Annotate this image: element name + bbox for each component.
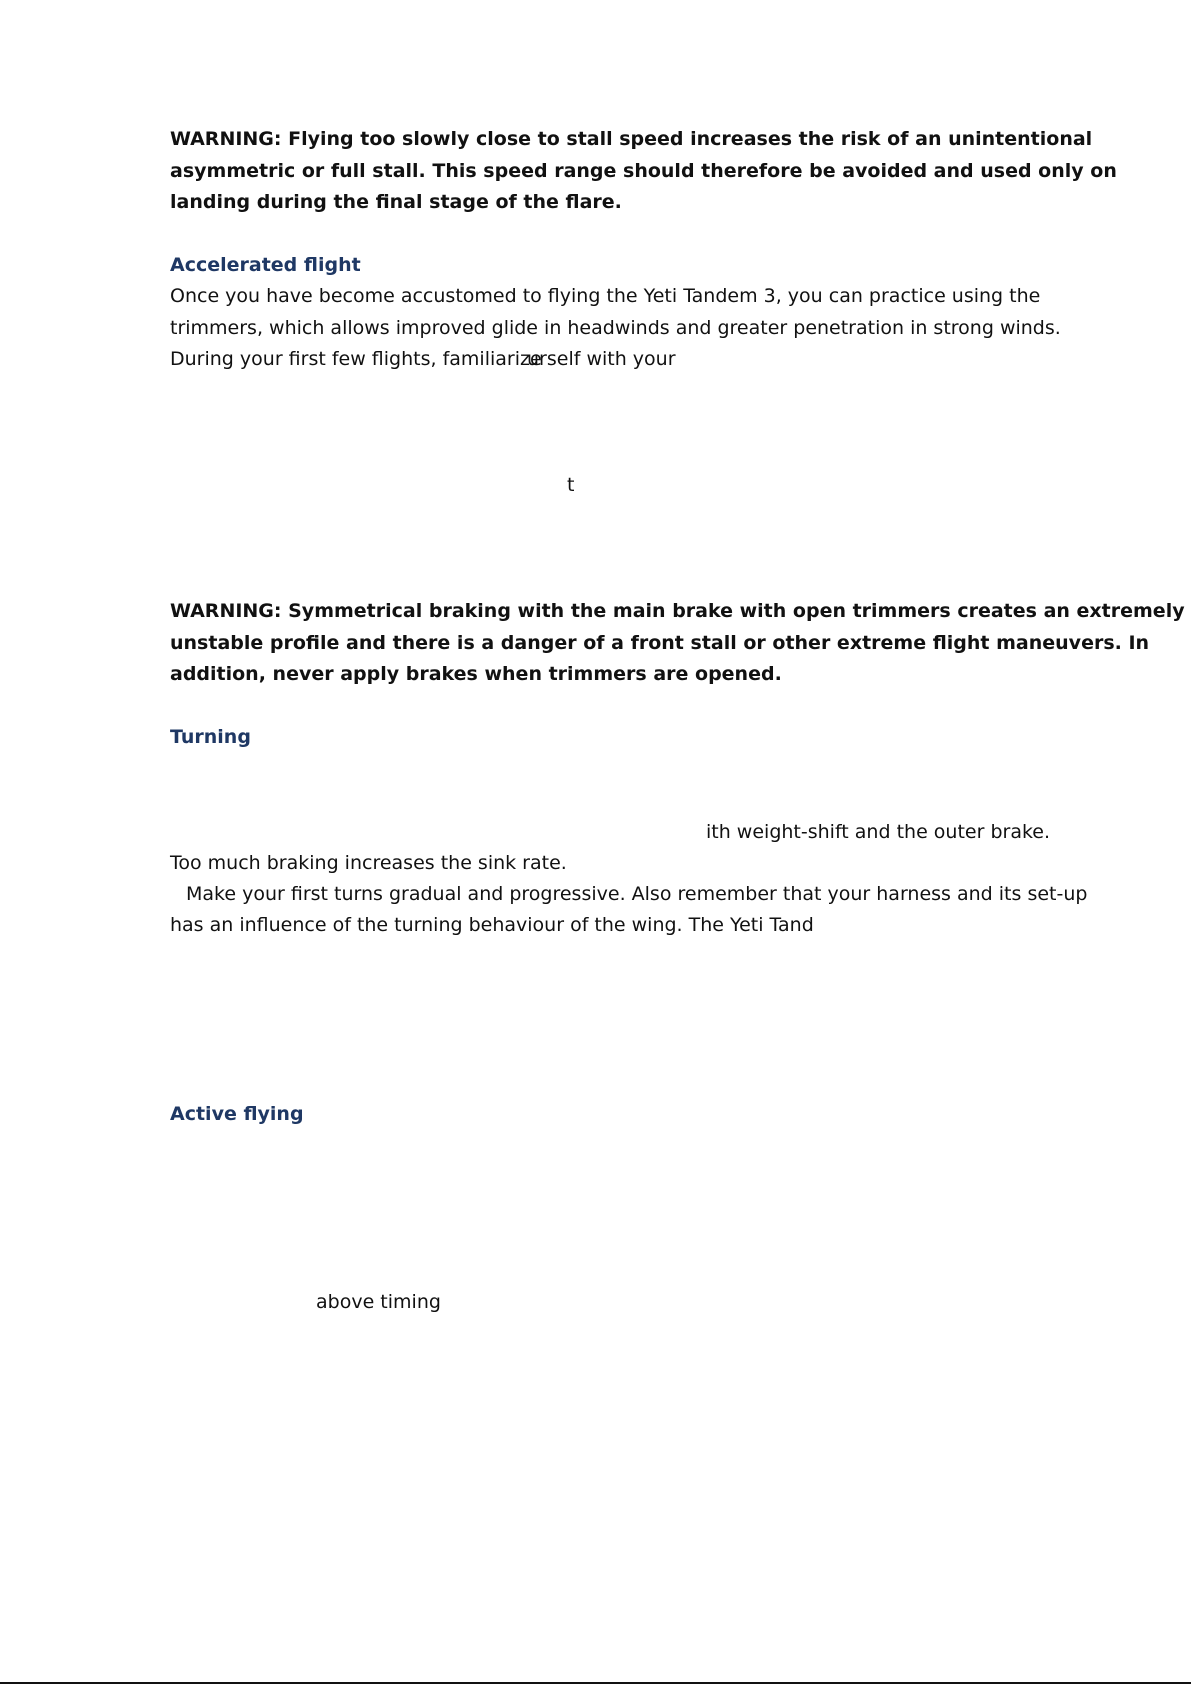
section-heading-active-flying: Active flying (170, 1103, 304, 1125)
turning-line-1: ith weight-shift and the outer brake. (706, 821, 1051, 843)
accelerated-line-3b: urself with your (527, 348, 676, 370)
page-bottom-rule (0, 1682, 1191, 1684)
warning-1-lead: WARNING (170, 128, 274, 150)
warning-1-line-3: landing during the final stage of the flare. (170, 191, 622, 213)
section-heading-accelerated-flight: Accelerated flight (170, 254, 361, 276)
warning-2-line-1: WARNING: Symmetrical braking with the main brake with open trimmers creates an extremely (170, 600, 1185, 622)
turning-line-2: Too much braking increases the sink rate. (170, 852, 567, 874)
accelerated-line-3a: During your first few flights, familiarize (170, 348, 542, 370)
active-flying-fragment: above timing (316, 1291, 441, 1313)
accelerated-fragment: t (567, 474, 575, 496)
accelerated-line-1: Once you have become accustomed to flying the Yeti Tandem 3, you can practice using the (170, 285, 1041, 307)
turning-line-3: Make your first turns gradual and progressive. Also remember that your harness and its set-up (186, 883, 1088, 905)
warning-1-line-2: asymmetric or full stall. This speed range should therefore be avoided and used only on (170, 160, 1117, 182)
accelerated-line-2: trimmers, which allows improved glide in headwinds and greater penetration in strong winds. (170, 317, 1061, 339)
section-heading-turning: Turning (170, 726, 251, 748)
turning-line-4: has an influence of the turning behaviour of the wing. The Yeti Tand (170, 914, 814, 936)
warning-2-lead: WARNING (170, 600, 274, 622)
warning-1-line-1: WARNING: Flying too slowly close to stall speed increases the risk of an unintentional (170, 128, 1093, 150)
warning-2-line-2: unstable profile and there is a danger of a front stall or other extreme flight maneuvers. In (170, 632, 1150, 654)
warning-2-line-3: addition, never apply brakes when trimmers are opened. (170, 663, 782, 685)
